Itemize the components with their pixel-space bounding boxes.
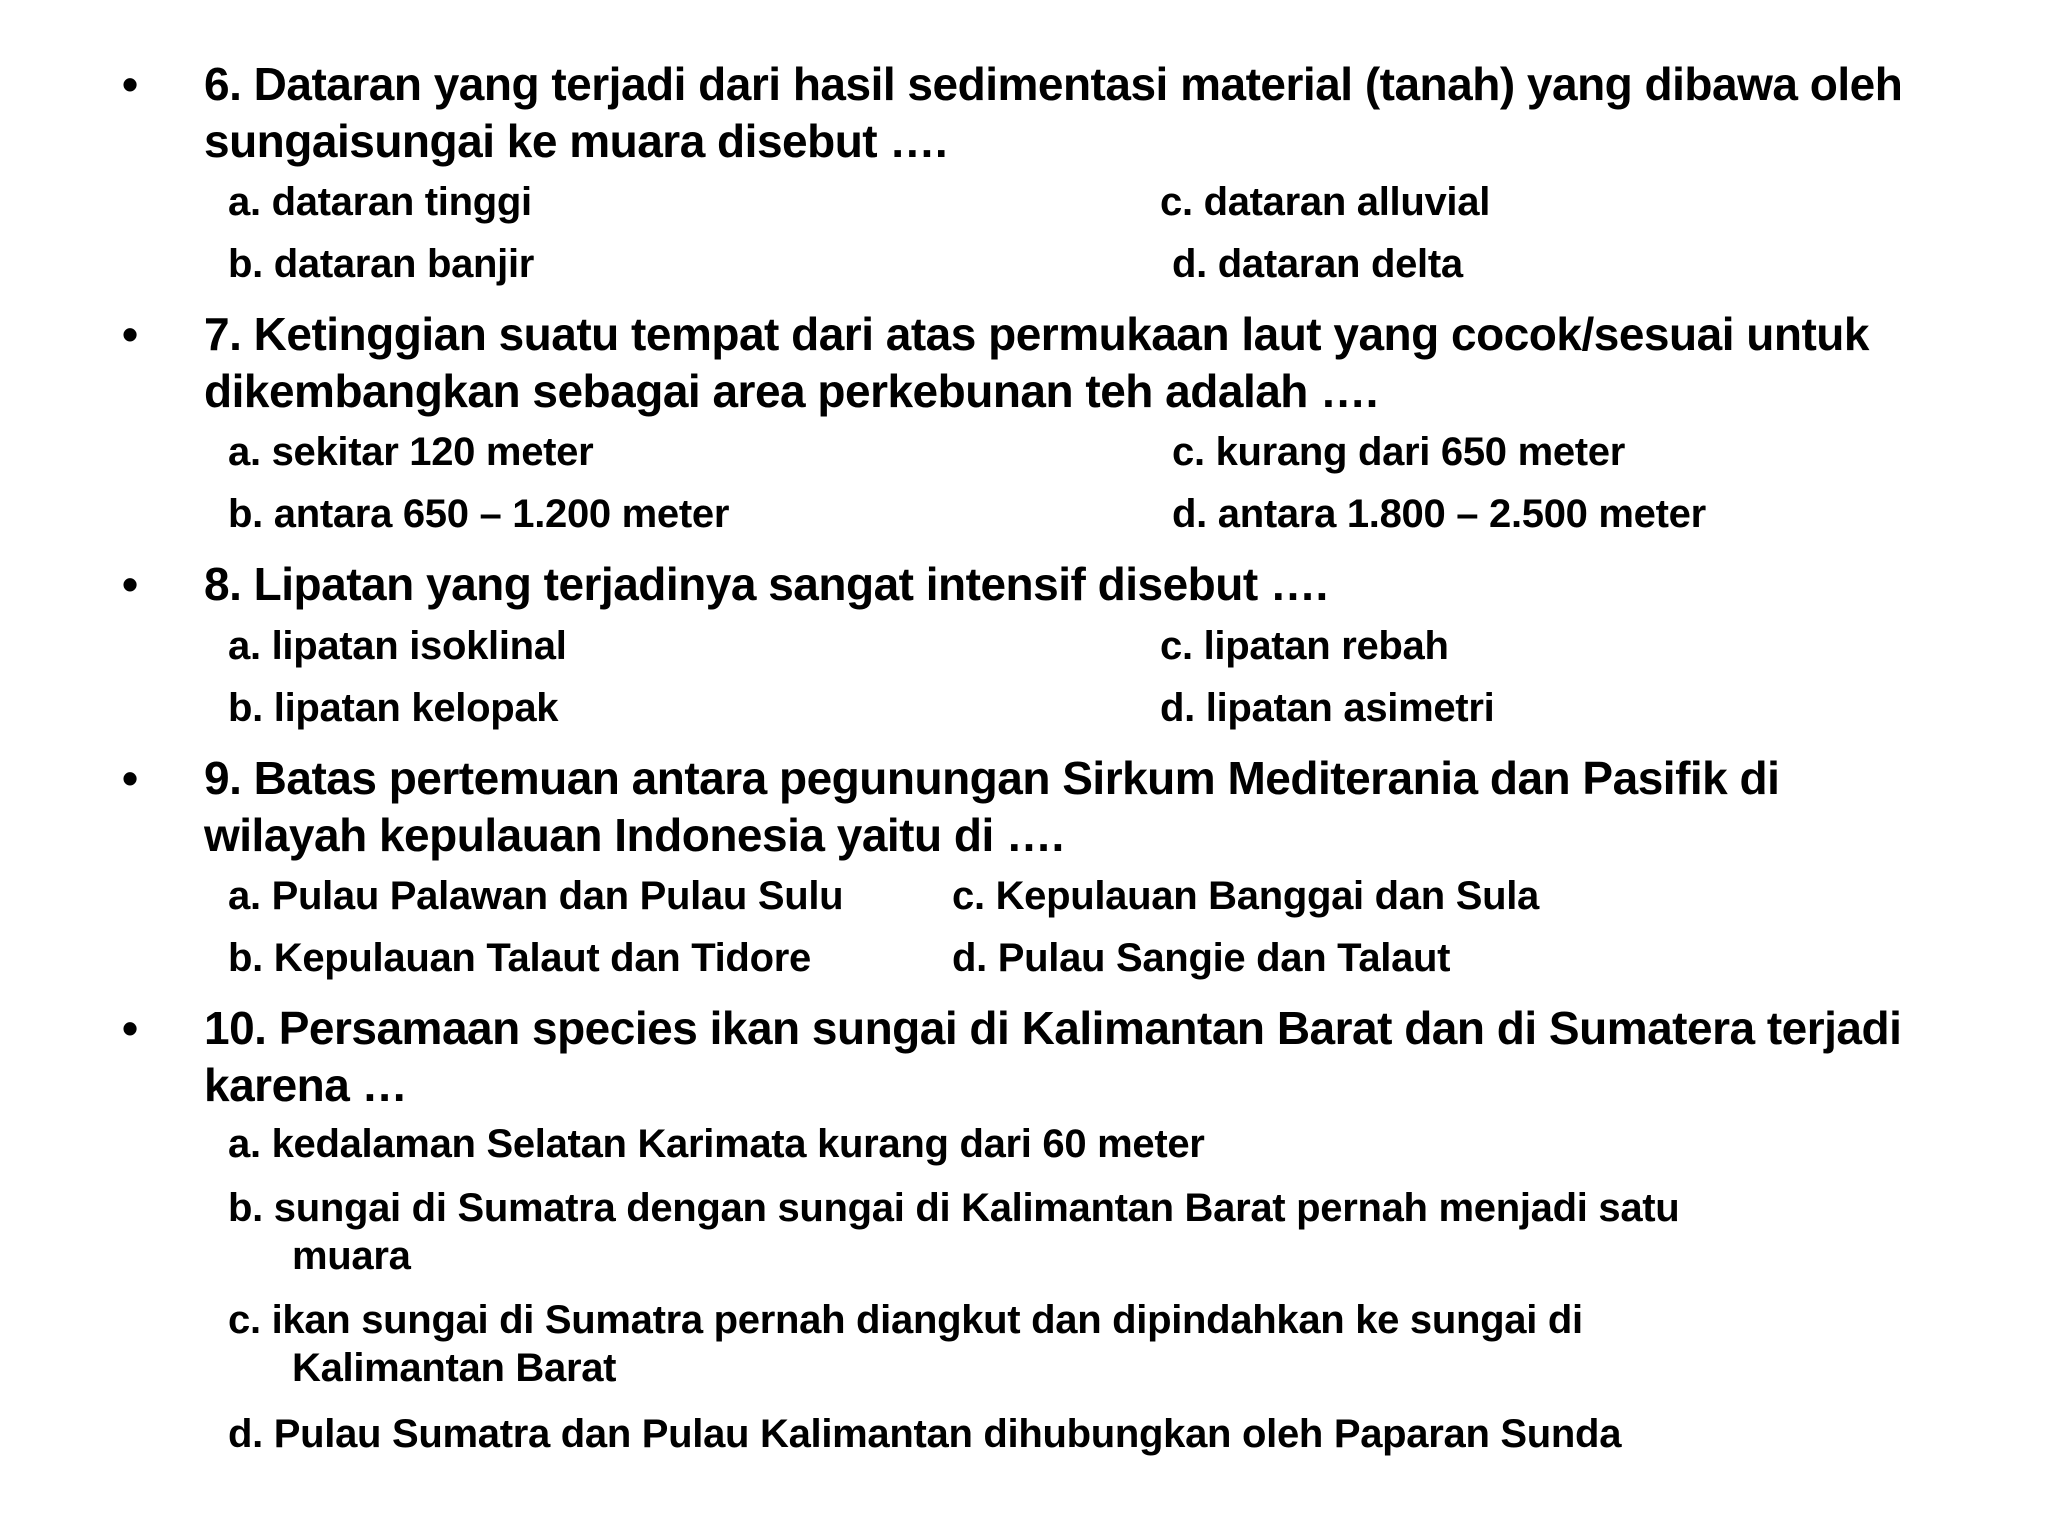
question-10-option-b-line1: b. sungai di Sumatra dengan sungai di Kalimantan Barat pernah menjadi satu (228, 1186, 1680, 1230)
question-6-option-d: d. dataran delta (1172, 242, 1463, 286)
question-7-text: 7. Ketinggian suatu tempat dari atas permukaan laut yang cocok/sesuai untuk dikembangkan sebagai area perkebunan teh adalah …. (204, 308, 1869, 417)
question-10-option-b-line2: muara (292, 1234, 411, 1278)
question-6-option-a: a. dataran tinggi (228, 180, 532, 224)
question-10-option-a: a. kedalaman Selatan Karimata kurang dari 60 meter (228, 1122, 1205, 1166)
question-10-option-c-line1: c. ikan sungai di Sumatra pernah diangkut dan dipindahkan ke sungai di (228, 1298, 1583, 1342)
question-6-text: 6. Dataran yang terjadi dari hasil sedimentasi material (tanah) yang dibawa oleh sungaisungai ke muara disebut …. (204, 58, 1903, 167)
question-7-option-a: a. sekitar 120 meter (228, 430, 594, 474)
question-9-text: 9. Batas pertemuan antara pegunungan Sirkum Mediterania dan Pasifik di wilayah kepulauan Indonesia yaitu di …. (204, 752, 1780, 861)
question-9-option-c: c. Kepulauan Banggai dan Sula (952, 874, 1539, 918)
question-10-option-c-line2: Kalimantan Barat (292, 1346, 617, 1390)
question-7-option-d: d. antara 1.800 – 2.500 meter (1172, 492, 1706, 536)
bullet: • (122, 308, 139, 360)
question-8-option-b: b. lipatan kelopak (228, 686, 559, 730)
question-6-option-b: b. dataran banjir (228, 242, 535, 286)
question-8-option-c: c. lipatan rebah (1160, 624, 1449, 668)
question-10-option-d: d. Pulau Sumatra dan Pulau Kalimantan dihubungkan oleh Paparan Sunda (228, 1412, 1622, 1456)
question-10-option-b (228, 1184, 1928, 1280)
bullet: • (122, 1002, 139, 1054)
question-7-option-c: c. kurang dari 650 meter (1172, 430, 1626, 474)
bullet: • (122, 558, 139, 610)
question-6-option-c: c. dataran alluvial (1160, 180, 1491, 224)
question-9-option-b: b. Kepulauan Talaut dan Tidore (228, 936, 811, 980)
question-10-option-c (228, 1296, 1928, 1392)
question-8-option-d: d. lipatan asimetri (1160, 686, 1495, 730)
bullet: • (122, 58, 139, 110)
question-9-option-d: d. Pulau Sangie dan Talaut (952, 936, 1451, 980)
question-9-option-a: a. Pulau Palawan dan Pulau Sulu (228, 874, 844, 918)
question-10-text: 10. Persamaan species ikan sungai di Kalimantan Barat dan di Sumatera terjadi karena … (204, 1002, 1902, 1111)
question-7-option-b: b. antara 650 – 1.200 meter (228, 492, 730, 536)
question-8-option-a: a. lipatan isoklinal (228, 624, 567, 668)
bullet: • (122, 752, 139, 804)
question-8-text: 8. Lipatan yang terjadinya sangat intensif disebut …. (204, 558, 1328, 610)
